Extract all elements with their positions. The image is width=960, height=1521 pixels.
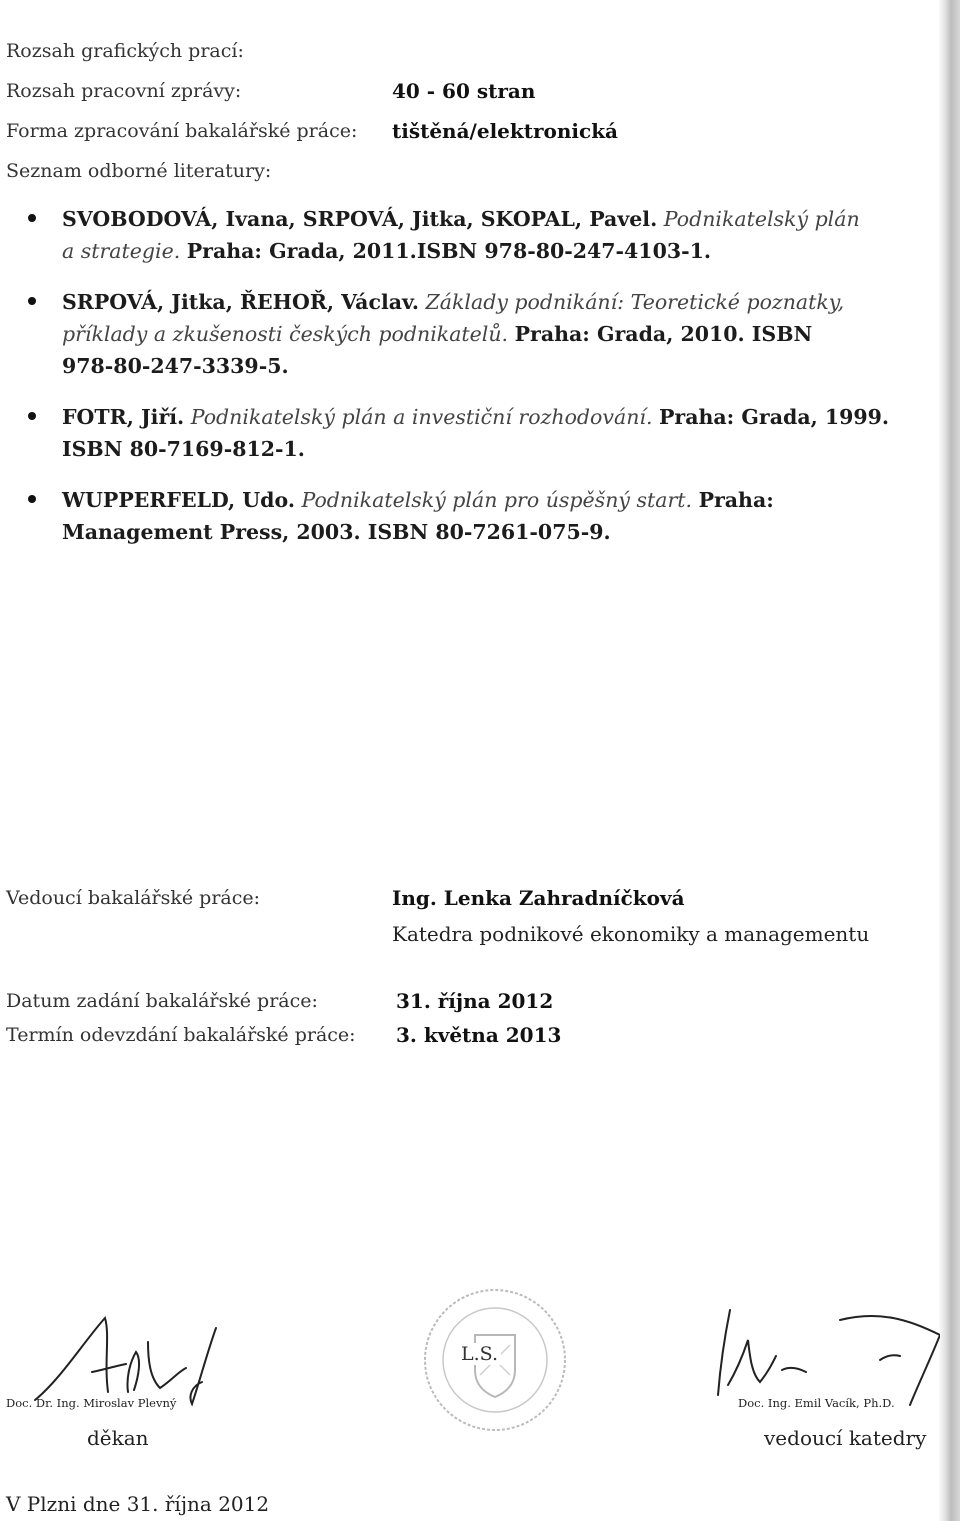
literature-title: Podnikatelský plán a investiční rozhodování. [190, 405, 653, 429]
literature-title: Základy podnikání: Teoretické poznatky, [425, 290, 845, 314]
literature-list [28, 203, 928, 567]
assigned-date-label: Datum zadání bakalářské práce: [6, 990, 318, 1012]
literature-item [28, 401, 928, 465]
supervisor-label: Vedoucí bakalářské práce: [6, 887, 261, 909]
literature-label: Seznam odborné literatury: [6, 160, 272, 182]
supervisor-name: Ing. Lenka Zahradníčková [392, 886, 685, 910]
bullet-icon [28, 495, 36, 503]
head-signature [690, 1290, 940, 1410]
literature-publication: Praha: Grada, 1999. [659, 405, 890, 429]
head-role: vedoucí katedry [764, 1426, 927, 1450]
head-name: Doc. Ing. Emil Vacík, Ph.D. [738, 1396, 895, 1410]
literature-item [28, 203, 928, 267]
literature-authors: WUPPERFELD, Udo. [62, 488, 295, 512]
scan-edge [938, 0, 960, 1521]
graphics-scope-label: Rozsah grafických prací: [6, 40, 244, 62]
supervisor-department: Katedra podnikové ekonomiky a managementu [392, 922, 870, 946]
literature-authors: SRPOVÁ, Jitka, ŘEHOŘ, Václav. [62, 290, 420, 314]
place-date: V Plzni dne 31. října 2012 [6, 1492, 270, 1516]
literature-publication: Praha: Grada, 2011.ISBN 978-80-247-4103-1. [186, 239, 712, 263]
dean-signature [30, 1300, 230, 1410]
form-label: Forma zpracování bakalářské práce: [6, 120, 358, 142]
literature-title: Podnikatelský plán pro úspěšný start. [301, 488, 693, 512]
literature-publication: Praha: Grada, 2010. ISBN [514, 322, 813, 346]
report-scope-label: Rozsah pracovní zprávy: [6, 80, 242, 102]
literature-title-cont: příklady a zkušenosti českých podnikatelů. [62, 322, 509, 346]
official-stamp [420, 1285, 570, 1435]
literature-item [28, 484, 928, 548]
bullet-icon [28, 297, 36, 305]
literature-title: Podnikatelský plán [663, 207, 860, 231]
bullet-icon [28, 214, 36, 222]
literature-publication: Praha: [698, 488, 774, 512]
dean-role: děkan [87, 1426, 149, 1450]
literature-isbn: 978-80-247-3339-5. [62, 354, 289, 378]
form-value: tištěná/elektronická [392, 119, 619, 143]
dean-name: Doc. Dr. Ing. Miroslav Plevný [6, 1396, 177, 1410]
literature-title-cont: a strategie. [62, 239, 181, 263]
literature-isbn: Management Press, 2003. ISBN 80-7261-075-9. [62, 520, 611, 544]
literature-item [28, 286, 928, 382]
assigned-date-value: 31. října 2012 [396, 989, 554, 1013]
stamp-text: L.S. [458, 1343, 501, 1365]
due-date-value: 3. května 2013 [396, 1023, 562, 1047]
literature-authors: FOTR, Jiří. [62, 405, 185, 429]
report-scope-value: 40 - 60 stran [392, 79, 536, 103]
due-date-label: Termín odevzdání bakalářské práce: [6, 1024, 356, 1046]
literature-isbn: ISBN 80-7169-812-1. [62, 437, 305, 461]
literature-authors: SVOBODOVÁ, Ivana, SRPOVÁ, Jitka, SKOPAL, Pavel. [62, 207, 658, 231]
bullet-icon [28, 412, 36, 420]
